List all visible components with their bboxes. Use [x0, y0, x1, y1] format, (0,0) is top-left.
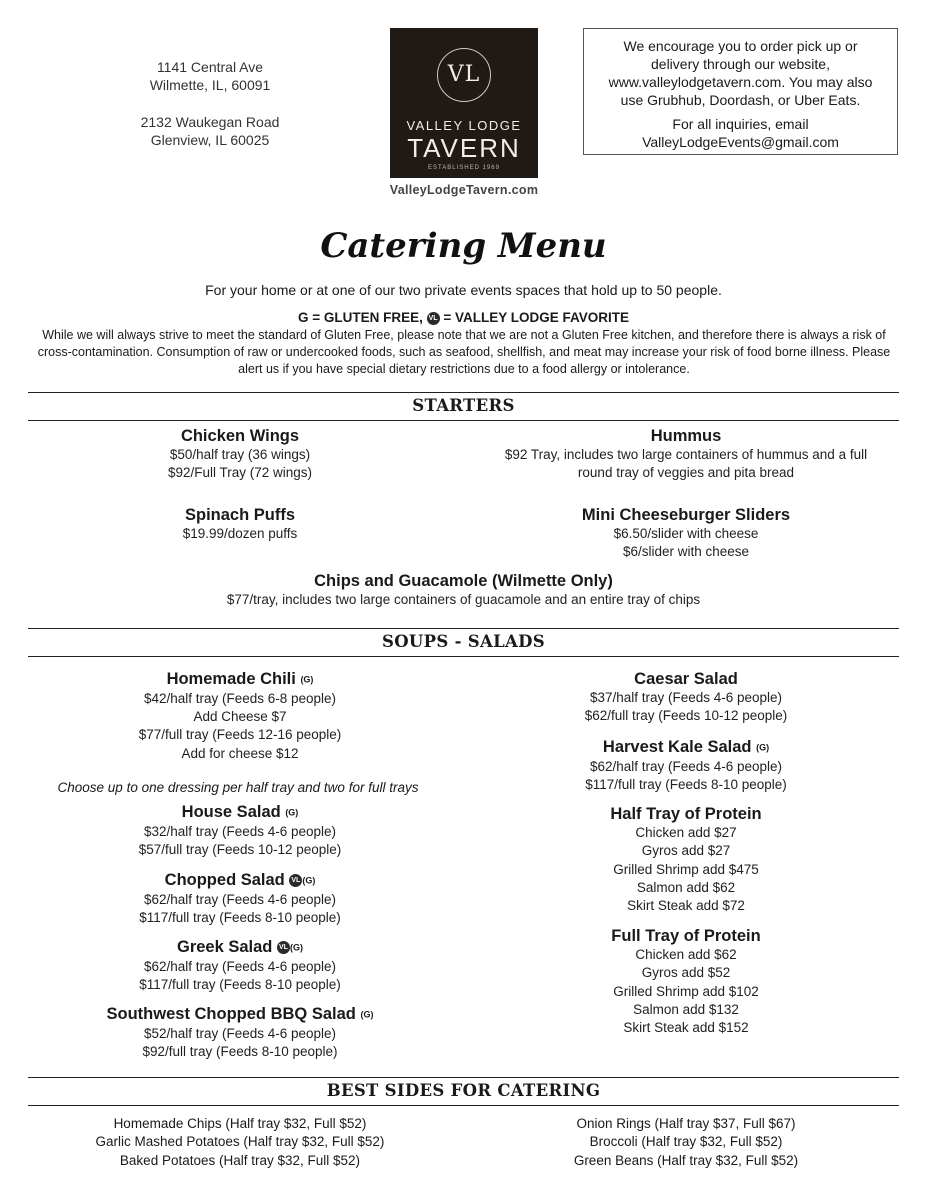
menu-item-sliders [466, 505, 906, 562]
item-name: Full Tray of Protein [611, 927, 761, 945]
gluten-free-tag: (G) [289, 942, 303, 953]
gluten-free-tag: (G) [302, 875, 316, 886]
section-heading-sides: BEST SIDES FOR CATERING [326, 1081, 601, 1100]
item-line: $62/half tray (Feeds 4-6 people) [589, 758, 783, 774]
item-line: $92/full tray (Feeds 8-10 people) [142, 1043, 338, 1059]
gluten-free-tag: (G) [300, 674, 314, 685]
menu-item-spinach-puffs [60, 505, 420, 543]
item-name: Caesar Salad [634, 670, 738, 688]
item-line: Salmon add $132 [633, 1001, 739, 1017]
item-line: $32/half tray (Feeds 4-6 people) [143, 823, 337, 839]
info-line: www.valleylodgetavern.com. You may also [608, 74, 873, 90]
menu-item-half-tray-protein [506, 804, 866, 915]
item-name: Mini Cheeseburger Sliders [581, 506, 791, 524]
item-line: $57/full tray (Feeds 10-12 people) [138, 841, 342, 857]
item-name-row [40, 1004, 440, 1025]
item-name: Spinach Puffs [184, 506, 295, 524]
item-line: $19.99/dozen puffs [182, 526, 298, 541]
item-name: House Salad [181, 803, 281, 821]
logo-monogram: VL [447, 62, 481, 87]
item-line: $50/half tray (36 wings) [169, 447, 311, 462]
menu-item-hummus [466, 426, 906, 483]
legend [0, 310, 927, 325]
item-line: Chicken add $62 [635, 947, 737, 962]
menu-item-chips-guacamole [0, 571, 927, 609]
website-link[interactable]: ValleyLodgeTavern.com [389, 183, 539, 197]
item-name: Half Tray of Protein [610, 805, 762, 823]
gluten-free-tag: (G) [285, 807, 299, 818]
menu-item-homemade-chili [60, 669, 420, 763]
logo-name-main: TAVERN [407, 133, 521, 163]
vl-favorite-icon: VL [277, 941, 290, 954]
menu-item-greek-salad [60, 937, 420, 994]
info-line: We encourage you to order pick up or [623, 38, 858, 54]
sides-left-list [40, 1115, 440, 1170]
item-line: $77/tray, includes two large containers of guacamole and an entire tray of chips [226, 592, 701, 607]
sides-right-list [486, 1115, 886, 1170]
info-line: use Grubhub, Doordash, or Uber Eats. [620, 92, 861, 108]
gluten-free-tag: (G) [756, 742, 770, 753]
gluten-free-tag: (G) [360, 1009, 374, 1020]
info-line: For all inquiries, email [672, 116, 809, 132]
item-name: Chopped Salad [164, 871, 285, 889]
item-line: Skirt Steak add $152 [623, 1020, 749, 1036]
divider [28, 392, 899, 393]
legend-gluten-free: G = GLUTEN FREE, [297, 310, 423, 325]
divider [28, 420, 899, 421]
item-line: Skirt Steak add $72 [627, 898, 745, 914]
info-box [583, 28, 898, 155]
item-line: $117/full tray (Feeds 8-10 people) [585, 776, 787, 792]
item-line: Gyros add $27 [641, 843, 731, 859]
item-name-row [60, 802, 420, 823]
address-line: Wilmette, IL, 60091 [149, 77, 271, 93]
subtitle: For your home or at one of our two private events spaces that hold up to 50 people. [205, 282, 722, 298]
item-line: $42/half tray (Feeds 6-8 people) [143, 690, 337, 706]
side-item: Broccoli (Half tray $32, Full $52) [589, 1134, 783, 1150]
item-line: $37/half tray (Feeds 4-6 people) [589, 690, 783, 705]
item-name-row [60, 669, 420, 690]
item-line: $6.50/slider with cheese [613, 526, 759, 541]
menu-item-harvest-kale-salad [506, 737, 866, 794]
vl-favorite-icon: VL [427, 312, 440, 325]
page-title: Catering Menu [320, 226, 607, 266]
address-glenview [110, 113, 310, 149]
item-line: $52/half tray (Feeds 4-6 people) [143, 1025, 337, 1041]
side-item: Green Beans (Half tray $32, Full $52) [573, 1152, 799, 1168]
item-line: round tray of veggies and pita bread [577, 465, 795, 481]
item-name-row [60, 937, 420, 958]
legend-favorite: = VALLEY LODGE FAVORITE [443, 310, 630, 325]
address-wilmette [110, 58, 310, 94]
side-item: Baked Potatoes (Half tray $32, Full $52) [119, 1152, 361, 1168]
divider [28, 656, 899, 657]
item-name: Chicken Wings [180, 427, 300, 445]
logo-name-top: VALLEY LODGE [406, 118, 522, 133]
address-line: 1141 Central Ave [156, 59, 264, 75]
section-heading-starters: STARTERS [412, 396, 515, 415]
menu-item-southwest-salad [40, 1004, 440, 1061]
vl-favorite-icon: VL [289, 874, 302, 887]
logo-established: ESTABLISHED 1969 [428, 165, 500, 171]
item-line: Chicken add $27 [635, 825, 737, 840]
item-line: $62/full tray (Feeds 10-12 people) [584, 708, 788, 724]
side-item: Homemade Chips (Half tray $32, Full $52) [113, 1116, 367, 1131]
item-line: Salmon add $62 [636, 879, 736, 895]
divider [28, 1077, 899, 1078]
item-line: $77/full tray (Feeds 12-16 people) [138, 727, 342, 743]
item-line: $6/slider with cheese [622, 544, 750, 560]
item-line: Grilled Shrimp add $102 [613, 983, 759, 999]
item-name: Hummus [650, 427, 722, 445]
item-line: $92 Tray, includes two large containers of hummus and a full [504, 447, 868, 462]
item-line: $117/full tray (Feeds 8-10 people) [139, 909, 341, 925]
menu-item-chopped-salad [60, 870, 420, 927]
address-line: Glenview, IL 60025 [150, 132, 270, 148]
item-name: Homemade Chili [166, 670, 296, 688]
item-line: Gyros add $52 [641, 965, 731, 981]
item-line: $117/full tray (Feeds 8-10 people) [139, 976, 341, 992]
dressing-note: Choose up to one dressing per half tray and two for full trays [57, 780, 419, 795]
item-line: Add Cheese $7 [193, 708, 287, 724]
item-line: Grilled Shrimp add $475 [613, 861, 759, 877]
divider [28, 628, 899, 629]
menu-item-caesar-salad [506, 669, 866, 726]
item-name: Chips and Guacamole (Wilmette Only) [314, 572, 613, 590]
item-name: Harvest Kale Salad [602, 738, 752, 756]
item-line: $62/half tray (Feeds 4-6 people) [143, 958, 337, 974]
item-name-row [60, 870, 420, 891]
item-line: $92/Full Tray (72 wings) [167, 465, 313, 481]
address-line: 2132 Waukegan Road [140, 114, 280, 130]
section-heading-soups-salads: SOUPS - SALADS [382, 632, 545, 651]
side-item: Onion Rings (Half tray $37, Full $67) [576, 1116, 796, 1131]
item-name: Greek Salad [177, 938, 273, 956]
menu-item-house-salad [60, 802, 420, 859]
item-line: Add for cheese $12 [181, 745, 299, 761]
menu-item-full-tray-protein [506, 926, 866, 1037]
menu-item-chicken-wings [60, 426, 420, 483]
item-name-row [506, 737, 866, 758]
disclaimer: While we will always strive to meet the standard of Gluten Free, please note that we are not a Gluten Free kitchen, and therefore there is always a risk of cross-contamination. Consumption of raw or undercooked foods, such as seafood, shellfish, and meat may increase your risk of food borne illness. Please alert us if you have special dietary restrictions due to a food allergy or intolerance. [37, 328, 891, 376]
side-item: Garlic Mashed Potatoes (Half tray $32, Full $52) [95, 1134, 385, 1150]
info-line: delivery through our website, [651, 56, 830, 72]
item-line: $62/half tray (Feeds 4-6 people) [143, 891, 337, 907]
divider [28, 1105, 899, 1106]
item-name: Southwest Chopped BBQ Salad [106, 1005, 356, 1023]
logo [390, 28, 538, 178]
info-email: ValleyLodgeEvents@gmail.com [642, 134, 839, 150]
